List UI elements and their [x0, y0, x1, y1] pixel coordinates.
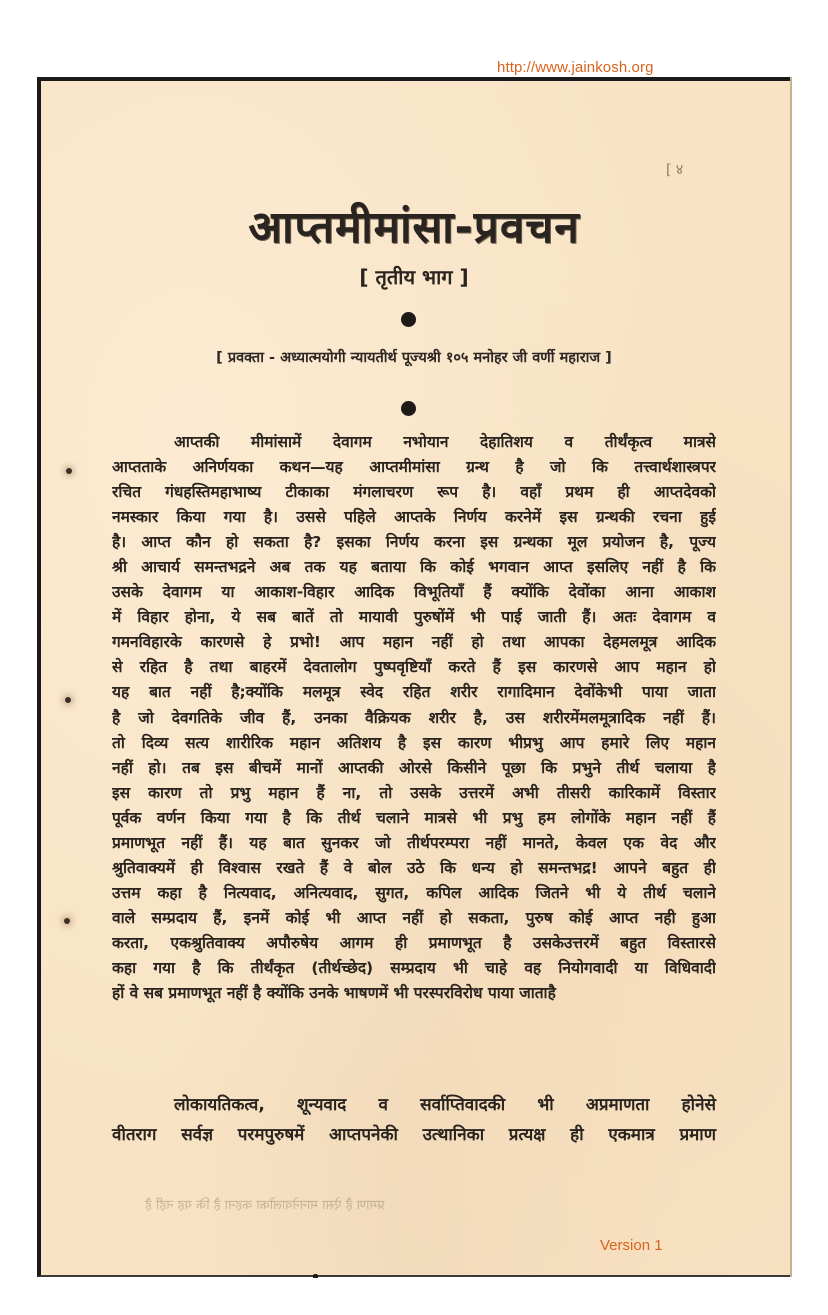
section-heading [112, 1090, 716, 1150]
heading-line: लोकायतिकत्व, शून्यवाद व सर्वाप्तिवादकी भी अप्रमाणता होनेसे [174, 1095, 716, 1115]
text-line: हों वे सब प्रमाणभूत नहीं है क्योंकि उनके भाषणमें भी परस्परविरोध पाया जाताहै [112, 984, 556, 1003]
text-line: प्रमाणभूत नहीं हैं। यह बात सुनकर जो तीर्थपरम्परा नहीं मानते, केवल एक वेद और [112, 833, 716, 852]
watermark-url[interactable]: http://www.jainkosh.org [497, 59, 654, 76]
punch-hole-mark [64, 918, 70, 924]
text-line: रचित गंधहस्तिमहाभाष्य टीकाका मंगलाचरण रूप है। वहाँ प्रथम ही आप्तदेवको [112, 483, 716, 502]
text-line: आप्तताके अनिर्णयका कथन—यह आप्तमीमांसा ग्रन्थ है जो कि तत्त्वार्थशास्त्रपर [112, 458, 716, 477]
text-line: यह बात नहीं है;क्योंकि मलमूत्र स्वेद रहित शरीर रागादिमान देवोंकेभी पाया जाता [112, 683, 716, 702]
text-line: नहीं हो। तब इस बीचमें मानों आप्तकी ओरसे किसीने पूछा कि प्रभुने तीर्थ चलाया है [112, 758, 716, 777]
text-line: नमस्कार किया गया है। उससे पहिले आप्तके निर्णय करनेमें इस ग्रन्थकी रचना हुई [112, 508, 716, 527]
punch-hole-mark [65, 697, 71, 703]
punch-hole-mark [66, 468, 72, 474]
text-line: में विहार होना, ये सब बातें तो मायावी पुरुषोंमें भी पाई जाती हैं। अतः देवागम व [112, 608, 716, 627]
bullet-dot-icon [401, 312, 416, 327]
heading-line: वीतराग सर्वज्ञ परमपुरुषमें आप्तपनेकी उत्थानिका प्रत्यक्ष ही एकमात्र प्रमाण [112, 1125, 716, 1145]
text-line: आप्तकी मीमांसामें देवागम नभोयान देहातिशय व तीर्थंकृत्व मात्रसे [174, 433, 716, 451]
page-number-mark: [ ४ [666, 162, 684, 178]
speaker-credit: [ प्रवक्ता - अध्यात्मयोगी न्यायतीर्थ पूज्यश्री १०५ मनोहर जी वर्णी महाराज ] [216, 350, 612, 366]
page-title: आप्तमीमांसा-प्रवचन [248, 202, 580, 253]
body-paragraph [112, 430, 716, 1006]
bleed-through-text: प्रमाण है ऐसा माननेवालोंका कहना है कि यह नहीं है [145, 1198, 385, 1213]
text-line: है जो देवगतिके जीव हैं, उनका वैक्रियक शरीर है, उस शरीरमेंमलमूत्रादिक नहीं हैं। [112, 708, 716, 727]
text-line: से रहित है तथा बाहरमें देवतालोग पुष्पवृष्टियाँ करते हैं इस कारणसे आप महान हो [112, 658, 716, 677]
text-line: श्रुतिवाक्यमें ही विश्वास रखते हैं वे बोल उठे कि धन्य हो समन्तभद्र! आपने बहुत ही [112, 858, 716, 877]
text-line: उत्तम कहा है नित्यवाद, अनित्यवाद, सुगत, कपिल आदिक जितने भी ये तीर्थ चलाने [112, 883, 716, 902]
binding-tick [313, 1274, 318, 1278]
version-label: Version 1 [600, 1237, 663, 1254]
text-line: श्री आचार्य समन्तभद्रने अब तक यह बताया कि कोई भगवान आप्त इसलिए नहीं है कि [112, 558, 716, 577]
paper-right-edge [790, 77, 792, 1277]
text-line: पूर्वक वर्णन किया गया है कि तीर्थ चलाने मात्रसे भी प्रभु हम लोगोंके महान नहीं हैं [112, 808, 716, 827]
text-line: उसके देवागम या आकाश-विहार आदिक विभूतियाँ हैं क्योंकि देवोंका आना आकाश [112, 583, 716, 602]
text-line: कहा गया है कि तीर्थंकृत (तीर्थच्छेद) सम्प्रदाय भी चाहे वह नियोगवादी या विधिवादी [112, 958, 716, 977]
text-line: तो दिव्य सत्य शारीरिक महान अतिशय है इस कारण भीप्रभु आप हमारे लिए महान [112, 733, 716, 752]
page-subtitle: [ तृतीय भाग ] [359, 265, 469, 289]
text-line: गमनविहारके कारणसे हे प्रभो! आप महान नहीं हो तथा आपका देहमलमूत्र आदिक [112, 633, 716, 652]
text-line: करता, एकश्रुतिवाक्य अपौरुषेय आगम ही प्रमाणभूत है उसकेउत्तरमें बहुत विस्तारसे [112, 933, 716, 952]
text-line: है। आप्त कौन हो सकता है? इसका निर्णय करना इस ग्रन्थका मूल प्रयोजन है, पूज्य [112, 533, 716, 552]
bullet-dot-icon [401, 401, 416, 416]
text-line: इस कारण तो प्रभु महान हैं ना, तो उसके उत्तरमें अभी तीसरी कारिकामें विस्तार [112, 783, 716, 802]
text-line: वाले सम्प्रदाय हैं, इनमें कोई भी आप्त नहीं हो सकता, पुरुष कोई आप्त नही हुआ [112, 908, 716, 927]
